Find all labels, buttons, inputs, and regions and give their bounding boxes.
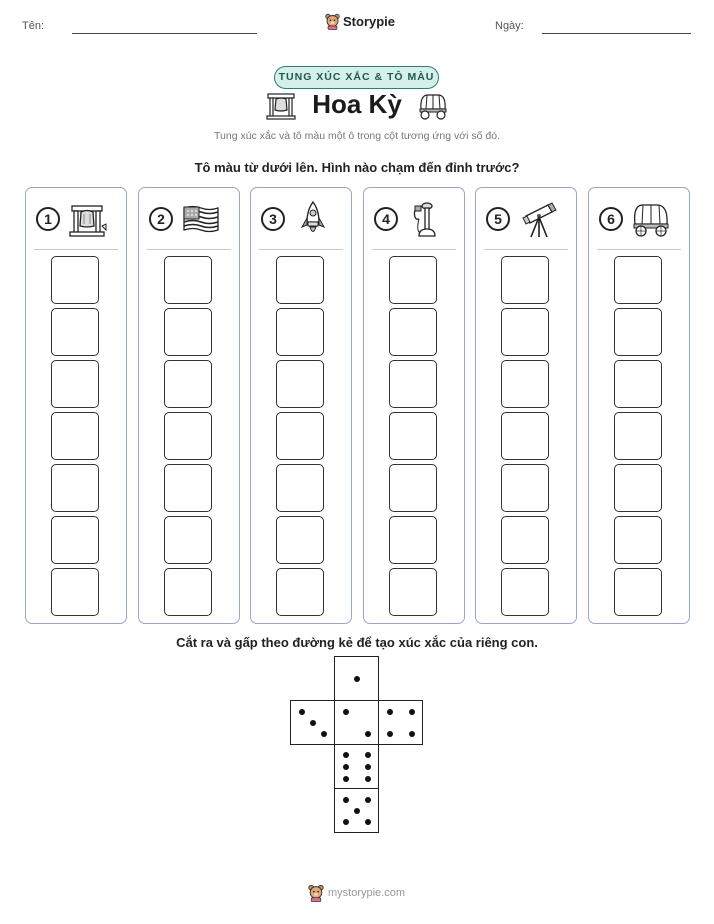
column-number: 1 bbox=[36, 207, 60, 231]
color-cell-4[interactable] bbox=[614, 412, 662, 460]
die-pip bbox=[321, 731, 327, 737]
covered-wagon-icon bbox=[417, 92, 449, 120]
page-title: Hoa Kỳ bbox=[312, 89, 402, 119]
candlestick-telephone-icon bbox=[406, 200, 446, 240]
die-pip bbox=[365, 819, 371, 825]
brand-logo bbox=[325, 13, 395, 30]
column-6 bbox=[588, 187, 690, 624]
column-number: 6 bbox=[599, 207, 623, 231]
name-label: Tên: bbox=[22, 20, 45, 32]
column-5 bbox=[475, 187, 577, 624]
color-cell-4[interactable] bbox=[164, 412, 212, 460]
color-cell-6[interactable] bbox=[276, 308, 324, 356]
color-cell-6[interactable] bbox=[389, 308, 437, 356]
color-cell-7[interactable] bbox=[51, 256, 99, 304]
die-pip bbox=[343, 797, 349, 803]
color-cell-1[interactable] bbox=[276, 568, 324, 616]
color-cell-2[interactable] bbox=[164, 516, 212, 564]
die-face-2 bbox=[334, 700, 379, 745]
color-cell-1[interactable] bbox=[614, 568, 662, 616]
color-cell-1[interactable] bbox=[389, 568, 437, 616]
color-cell-5[interactable] bbox=[51, 360, 99, 408]
column-number: 3 bbox=[261, 207, 285, 231]
color-cell-1[interactable] bbox=[501, 568, 549, 616]
column-divider bbox=[259, 249, 343, 250]
color-cell-7[interactable] bbox=[164, 256, 212, 304]
die-face-1 bbox=[334, 656, 379, 701]
color-cell-4[interactable] bbox=[276, 412, 324, 460]
coloring-instruction: Tô màu từ dưới lên. Hình nào chạm đến đỉnh trước? bbox=[194, 160, 520, 175]
column-2-header bbox=[149, 200, 231, 240]
color-cell-6[interactable] bbox=[501, 308, 549, 356]
column-6-header bbox=[599, 200, 681, 240]
color-cell-6[interactable] bbox=[51, 308, 99, 356]
die-pip bbox=[299, 709, 305, 715]
color-cell-5[interactable] bbox=[389, 360, 437, 408]
brand-name: Storypie bbox=[343, 14, 396, 29]
color-cell-3[interactable] bbox=[614, 464, 662, 512]
column-1-header bbox=[36, 200, 118, 240]
date-line[interactable] bbox=[542, 33, 691, 34]
color-cell-4[interactable] bbox=[501, 412, 549, 460]
die-face-4 bbox=[378, 700, 423, 745]
covered-wagon-icon bbox=[631, 200, 671, 240]
column-5-header bbox=[486, 200, 568, 240]
column-1 bbox=[25, 187, 127, 624]
die-pip bbox=[365, 797, 371, 803]
color-cell-7[interactable] bbox=[389, 256, 437, 304]
color-cell-6[interactable] bbox=[614, 308, 662, 356]
cut-fold-instruction: Cắt ra và gấp theo đường kẻ để tạo xúc xắc của riêng con. bbox=[176, 635, 538, 650]
color-cell-5[interactable] bbox=[501, 360, 549, 408]
die-pip bbox=[409, 731, 415, 737]
die-pip bbox=[387, 731, 393, 737]
rocket-icon bbox=[293, 200, 333, 240]
name-line[interactable] bbox=[72, 33, 257, 34]
die-pip bbox=[343, 764, 349, 770]
color-cell-5[interactable] bbox=[276, 360, 324, 408]
column-4-header bbox=[374, 200, 456, 240]
telescope-icon bbox=[518, 200, 558, 240]
column-4 bbox=[363, 187, 465, 624]
color-cell-3[interactable] bbox=[164, 464, 212, 512]
die-pip bbox=[365, 731, 371, 737]
color-cell-7[interactable] bbox=[614, 256, 662, 304]
color-cell-1[interactable] bbox=[164, 568, 212, 616]
die-pip bbox=[354, 808, 360, 814]
color-cell-7[interactable] bbox=[501, 256, 549, 304]
column-divider bbox=[597, 249, 681, 250]
column-divider bbox=[147, 249, 231, 250]
color-cell-2[interactable] bbox=[501, 516, 549, 564]
die-pip bbox=[343, 752, 349, 758]
color-cell-3[interactable] bbox=[276, 464, 324, 512]
die-pip bbox=[365, 776, 371, 782]
die-pip bbox=[343, 819, 349, 825]
column-number: 5 bbox=[486, 207, 510, 231]
footer bbox=[308, 884, 405, 902]
die-pip bbox=[409, 709, 415, 715]
color-cell-3[interactable] bbox=[501, 464, 549, 512]
column-2 bbox=[138, 187, 240, 624]
american-flag-icon bbox=[181, 200, 221, 240]
die-face-5 bbox=[334, 788, 379, 833]
column-number: 2 bbox=[149, 207, 173, 231]
color-cell-2[interactable] bbox=[51, 516, 99, 564]
activity-badge: TUNG XÚC XẮC & TÔ MÀU bbox=[274, 66, 439, 89]
color-cell-3[interactable] bbox=[389, 464, 437, 512]
die-pip bbox=[310, 720, 316, 726]
color-cell-4[interactable] bbox=[51, 412, 99, 460]
column-3-header bbox=[261, 200, 343, 240]
die-pip bbox=[354, 676, 360, 682]
color-cell-2[interactable] bbox=[614, 516, 662, 564]
column-number: 4 bbox=[374, 207, 398, 231]
bear-mascot-icon bbox=[308, 884, 324, 902]
color-cell-6[interactable] bbox=[164, 308, 212, 356]
color-cell-5[interactable] bbox=[614, 360, 662, 408]
liberty-bell-icon bbox=[68, 200, 108, 240]
column-divider bbox=[372, 249, 456, 250]
column-divider bbox=[484, 249, 568, 250]
color-cell-4[interactable] bbox=[389, 412, 437, 460]
die-face-3 bbox=[290, 700, 335, 745]
column-3 bbox=[250, 187, 352, 624]
column-divider bbox=[34, 249, 118, 250]
die-pip bbox=[365, 752, 371, 758]
die-pip bbox=[343, 709, 349, 715]
die-pip bbox=[365, 764, 371, 770]
die-face-6 bbox=[334, 744, 379, 789]
color-cell-5[interactable] bbox=[164, 360, 212, 408]
date-label: Ngày: bbox=[495, 20, 524, 32]
color-cell-1[interactable] bbox=[51, 568, 99, 616]
color-cell-2[interactable] bbox=[276, 516, 324, 564]
color-cell-3[interactable] bbox=[51, 464, 99, 512]
bear-mascot-icon bbox=[325, 13, 340, 30]
die-pip bbox=[387, 709, 393, 715]
die-pip bbox=[343, 776, 349, 782]
color-cell-7[interactable] bbox=[276, 256, 324, 304]
color-cell-2[interactable] bbox=[389, 516, 437, 564]
footer-url[interactable]: mystorypie.com bbox=[328, 887, 406, 899]
subtitle: Tung xúc xắc và tô màu một ô trong cột tương ứng với số đó. bbox=[214, 130, 500, 142]
